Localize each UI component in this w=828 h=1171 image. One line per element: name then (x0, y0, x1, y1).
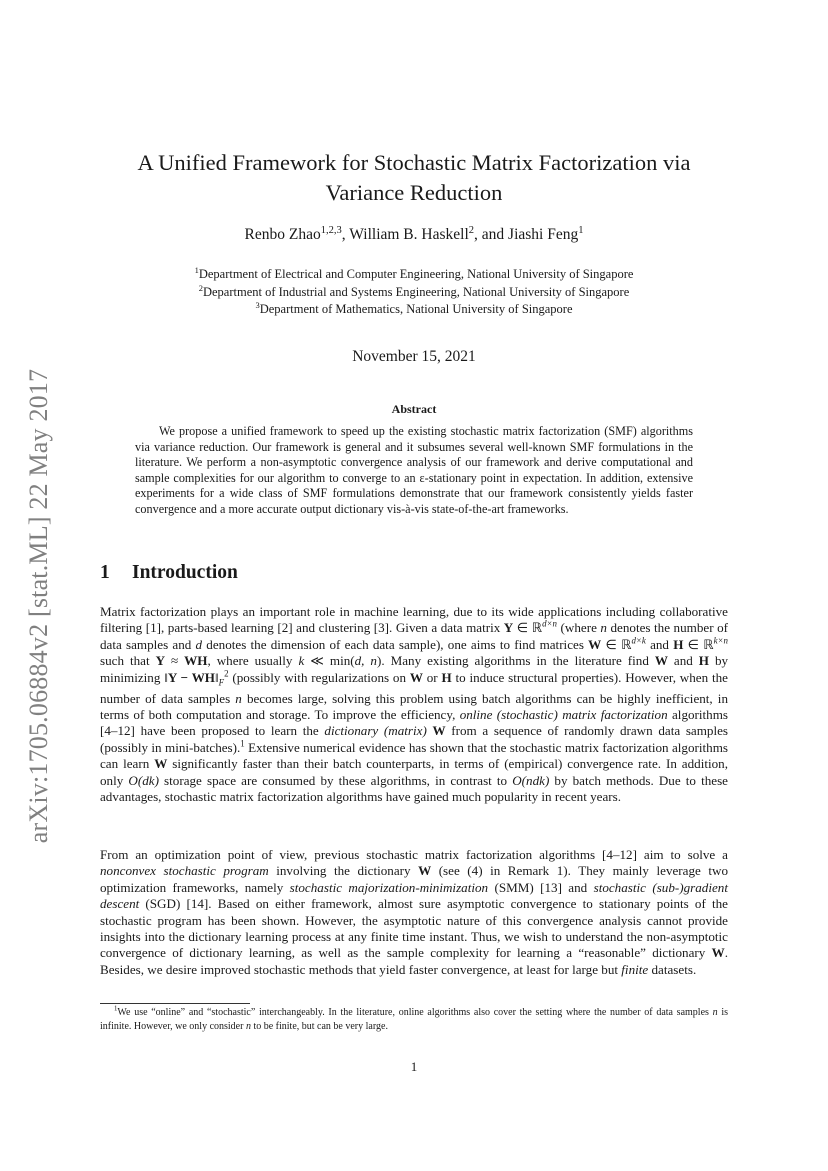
paper-date: November 15, 2021 (352, 348, 476, 365)
arxiv-identifier-text: arXiv:1705.06884v2 [stat.ML] 22 May 2017 (24, 368, 53, 844)
author-affiliation-mark: 1,2,3 (320, 224, 342, 236)
section-number: 1 (100, 562, 110, 583)
author-list: Renbo Zhao$^{1,2,3}$, William B. Haskell$^2$, and Jiashi Feng$^1$ (244, 224, 584, 243)
author-name: Renbo Zhao (244, 226, 321, 243)
section-heading (100, 562, 238, 584)
footnote: $^1$We use “online” and “stochastic” interchangeably. In the literature, online algorithms also cover the setting where the number of data samples n is infinite. However, we only consider n to be finite, but can be very large. (100, 1005, 729, 1032)
author-separator: , and (474, 226, 509, 243)
affiliation (100, 266, 728, 284)
author-name: William B. Haskell (349, 226, 469, 243)
affiliation-mark: 2 (198, 282, 203, 293)
affiliation (100, 301, 728, 319)
title-line-1: A Unified Framework for Stochastic Matrix Factorization via (137, 150, 691, 175)
section-title: Introduction (132, 562, 238, 583)
affiliation (100, 284, 728, 302)
title-line-2: Variance Reduction (325, 180, 503, 205)
affiliation-text: Department of Electrical and Computer Engineering, National University of Singapore (198, 267, 634, 281)
body-paragraph: Matrix factorization plays an important role in machine learning, due to its wide applications including collaborative filtering [1], parts-based learning [2] and clustering [3]. Given a data matrix Y ∈ ℝ$^{d\times n}$ (where n denotes the number of data samples and d denotes the dimension of each data sample), one aims to find matrices W ∈ ℝ$^{d\times k}$ and H ∈ ℝ$^{k\times n}$ such that Y ≈ WH, where usually k ≪ min(d, n). Many existing algorithms in the literature find W and H by minimizing ‖Y − $WH‖_F^2$ (possibly with regularizations on W or H to induce structural properties). However, when the number of data samples n becomes large, solving this problem using batch algorithms can be highly inefficient, in terms of both computation and storage. To improve the efficiency, online (stochastic) matrix factorization algorithms [4–12] have been proposed to learn the dictionary (matrix) W from a sequence of randomly drawn data samples (possibly in mini-batches).$^1$ Extensive numerical evidence has shown that the stochastic matrix factorization algorithms can learn W significantly faster than their batch counterparts, in terms of (empirical) convergence rate. In addition, only O(dk) storage space are consumed by these algorithms, in contrast to O(ndk) by batch methods. Due to these advantages, stochastic matrix factorization algorithms have gained much popularity in recent years. (100, 604, 729, 805)
footnote-divider (100, 1003, 250, 1004)
author-name: Jiashi Feng (508, 226, 579, 243)
affiliation-mark: 1 (194, 264, 199, 275)
arxiv-identifier-stamp (22, 350, 56, 862)
author-affiliation-mark: 1 (578, 224, 584, 236)
affiliation-text: Department of Industrial and Systems Engineering, National University of Singapore (202, 284, 630, 299)
abstract-body: We propose a unified framework to speed up the existing stochastic matrix factorization (SMF) algorithms via variance reduction. Our framework is general and it subsumes several well-known SMF formulations in the literature. We perform a non-asymptotic convergence analysis of our framework and derive computational and sample complexities for our algorithm to converge to an ε-stationary point in expectation. In addition, extensive experiments for a wide class of SMF formulations demonstrate that our framework consistently yields faster convergence and a more accurate output dictionary vis-à-vis state-of-the-art frameworks. (135, 424, 693, 516)
page-number: 1 (410, 1059, 418, 1074)
affiliation-text: Department of Mathematics, National University of Singapore (259, 302, 573, 316)
author-affiliation-mark: 2 (468, 224, 475, 236)
affiliation-mark: 3 (255, 299, 260, 310)
affiliation-list (100, 266, 728, 319)
paper-title (100, 148, 728, 208)
body-paragraph: From an optimization point of view, previous stochastic matrix factorization algorithms [4–12] aim to solve a nonconvex stochastic program involving the dictionary W (see (4) in Remark 1). They mainly leverage two optimization frameworks, namely stochastic majorization-minimization (SMM) [13] and stochastic (sub-)gradient descent (SGD) [14]. Based on either framework, almost sure asymptotic convergence to stationary points of the stochastic program has been shown. However, the asymptotic nature of this convergence analysis cannot provide insights into the dictionary learning process at any finite time instant. Thus, we wish to understand the non-asymptotic convergence of dictionary learning, as well as the sample complexity for learning a “reasonable” dictionary W. Besides, we desire improved stochastic methods that yield faster convergence, at least for large but finite datasets. (100, 847, 728, 977)
abstract-heading: Abstract (391, 402, 437, 416)
